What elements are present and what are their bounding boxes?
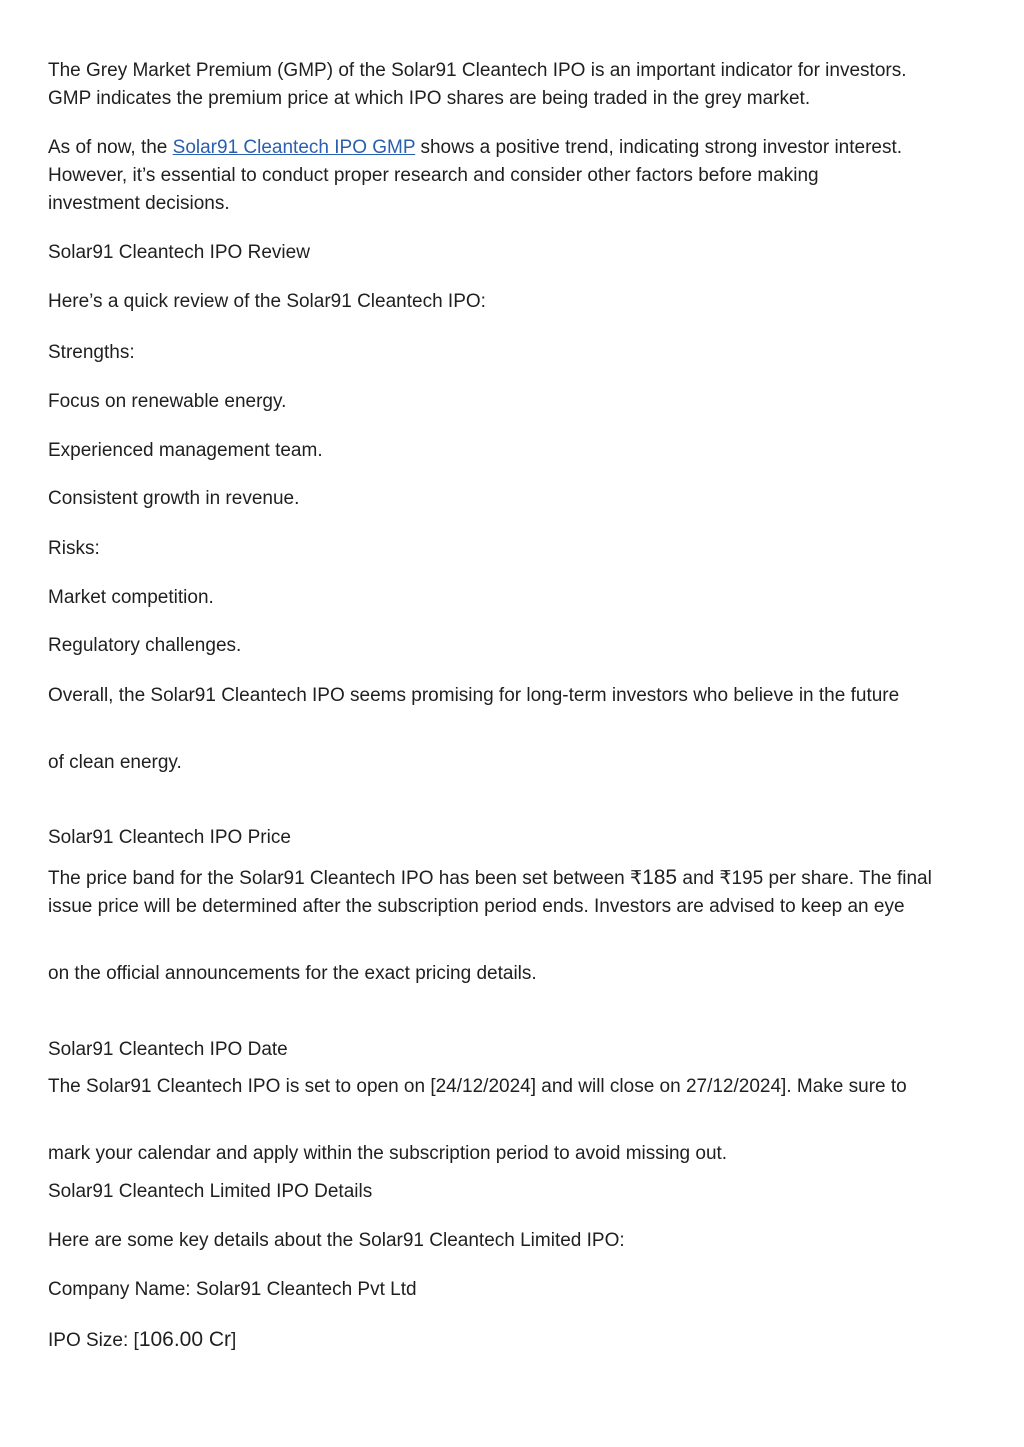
gmp-trend-suffix: shows a positive trend, indicating strong investor interest. [415, 137, 903, 158]
risk-item: Market competition. [48, 587, 214, 608]
company-name: Company Name: Solar91 Cleantech Pvt Ltd [48, 1279, 417, 1300]
details-heading: Solar91 Cleantech Limited IPO Details [48, 1181, 373, 1202]
strength-item: Focus on renewable energy. [48, 391, 287, 412]
ipo-size-bracket: ] [231, 1330, 237, 1351]
price-line3: on the official announcements for the exact pricing details. [48, 963, 537, 984]
overall-line2: of clean energy. [48, 752, 182, 773]
gmp-trend-line3: investment decisions. [48, 193, 230, 214]
review-intro: Here’s a quick review of the Solar91 Cleantech IPO: [48, 291, 486, 312]
gmp-intro-line1: The Grey Market Premium (GMP) of the Solar91 Cleantech IPO is an important indicator for investors. [48, 60, 907, 81]
gmp-link[interactable]: Solar91 Cleantech IPO GMP [172, 137, 416, 158]
price-line1 [48, 864, 932, 893]
strengths-label: Strengths: [48, 342, 135, 363]
price-low-value: 185 [642, 866, 678, 889]
date-heading: Solar91 Cleantech IPO Date [48, 1039, 288, 1060]
ipo-size [48, 1326, 236, 1355]
date-line1: The Solar91 Cleantech IPO is set to open on [24/12/2024] and will close on 27/12/2024]. Make sure to [48, 1076, 907, 1097]
price-line1-part: and ₹195 per share. The final [677, 868, 932, 889]
gmp-intro-line2: GMP indicates the premium price at which IPO shares are being traded in the grey market. [48, 88, 811, 109]
strength-item: Consistent growth in revenue. [48, 488, 300, 509]
gmp-trend-line1 [48, 134, 902, 162]
date-line2: mark your calendar and apply within the subscription period to avoid missing out. [48, 1143, 728, 1164]
ipo-size-label: IPO Size: [ [48, 1330, 139, 1351]
overall-line1: Overall, the Solar91 Cleantech IPO seems promising for long-term investors who believe in the future [48, 685, 900, 706]
price-line1-part: The price band for the Solar91 Cleantech IPO has been set between ₹ [48, 868, 643, 889]
strength-item: Experienced management team. [48, 440, 323, 461]
price-heading: Solar91 Cleantech IPO Price [48, 827, 291, 848]
gmp-trend-line2: However, it’s essential to conduct proper research and consider other factors before making [48, 165, 819, 186]
ipo-size-value: 106.00 Cr [138, 1328, 232, 1351]
details-intro: Here are some key details about the Solar91 Cleantech Limited IPO: [48, 1230, 625, 1251]
gmp-trend-prefix: As of now, the [48, 137, 173, 158]
price-line2: issue price will be determined after the subscription period ends. Investors are advised to keep an eye [48, 896, 905, 917]
risk-item: Regulatory challenges. [48, 635, 242, 656]
risks-label: Risks: [48, 538, 100, 559]
review-heading: Solar91 Cleantech IPO Review [48, 242, 310, 263]
